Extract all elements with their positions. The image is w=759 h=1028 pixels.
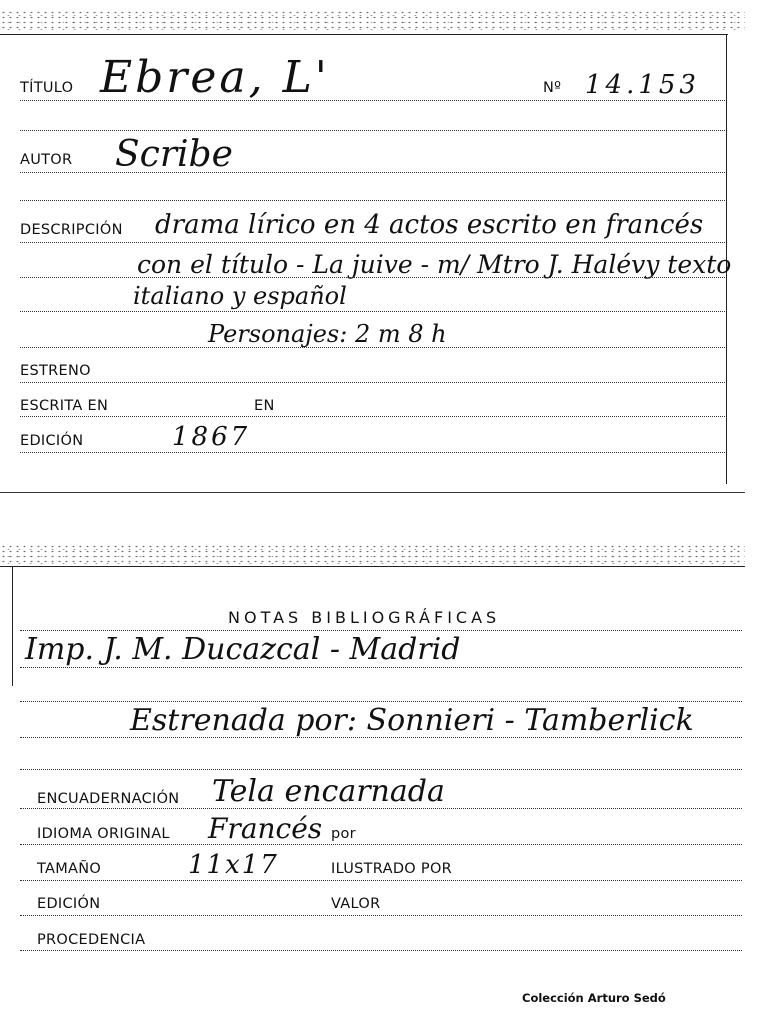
tamano-label: TAMAÑO (37, 861, 102, 877)
por-label: por (331, 826, 356, 842)
valor-label: VALOR (331, 896, 381, 912)
catalog-card-front (0, 0, 759, 500)
descripcion-rule-3 (20, 311, 725, 312)
notas-heading: NOTAS BIBLIOGRÁFICAS (228, 608, 501, 627)
encuadernacion-line (20, 808, 742, 809)
autor-line (20, 172, 725, 173)
edicion-value: 1867 (172, 422, 251, 452)
numero-value: 14.153 (585, 70, 700, 100)
note-rule-4 (20, 769, 742, 770)
descripcion-line-4: Personajes: 2 m 8 h (208, 320, 447, 348)
titulo-value: Ebrea, L' (100, 52, 330, 103)
encuadernacion-value: Tela encarnada (212, 774, 445, 809)
note-line-1: Imp. J. M. Ducazcal - Madrid (25, 632, 461, 667)
ilustrado-por-label: ILUSTRADO POR (331, 861, 453, 877)
card-top-border (0, 566, 745, 567)
idioma-line (20, 844, 742, 845)
note-rule-1 (20, 667, 742, 668)
autor-label: AUTOR (20, 152, 73, 168)
descripcion-line-2: con el título - La juive - m/ Mtro J. Halévy texto (137, 250, 732, 279)
descripcion-label: DESCRIPCIÓN (20, 222, 123, 238)
numero-label: Nº (543, 80, 562, 96)
idioma-original-label: IDIOMA ORIGINAL (37, 826, 170, 842)
heading-line (20, 630, 742, 631)
blank-line-1 (20, 130, 725, 131)
tamano-value: 11x17 (188, 850, 279, 880)
titulo-line (20, 100, 725, 101)
procedencia-label: PROCEDENCIA (37, 932, 146, 948)
escrita-en-line (20, 416, 725, 417)
card-top-edge-texture (0, 10, 745, 30)
escrita-en-label: ESCRITA EN (20, 398, 109, 414)
descripcion-rule-4 (20, 347, 725, 348)
card-left-border (12, 566, 13, 686)
catalog-card-back (0, 540, 759, 1028)
edicion-back-label: EDICIÓN (37, 896, 101, 912)
card-bottom-border (0, 492, 745, 493)
titulo-label: TÍTULO (20, 80, 74, 96)
descripcion-rule-1 (20, 242, 725, 243)
descripcion-rule-2 (20, 277, 725, 278)
encuadernacion-label: ENCUADERNACIÓN (37, 791, 180, 807)
descripcion-line-1: drama lírico en 4 actos escrito en francés (155, 210, 704, 240)
tamano-line (20, 880, 742, 881)
edicion-label: EDICIÓN (20, 433, 84, 449)
edicion-line (20, 452, 725, 453)
note-line-2: Estrenada por: Sonnieri - Tamberlick (130, 703, 694, 738)
descripcion-line-3: italiano y español (133, 282, 347, 310)
note-rule-2 (20, 701, 742, 702)
card-top-border (0, 34, 728, 35)
card-top-edge-texture (0, 544, 745, 564)
autor-value: Scribe (115, 134, 233, 175)
idioma-original-value: Francés (208, 812, 323, 845)
note-rule-3 (20, 737, 742, 738)
edicion-back-line (20, 915, 742, 916)
estreno-label: ESTRENO (20, 363, 91, 379)
blank-line-2 (20, 200, 725, 201)
en-label: EN (254, 398, 275, 414)
estreno-line (20, 382, 725, 383)
procedencia-line (20, 950, 742, 951)
collection-credit: Colección Arturo Sedó (522, 991, 666, 1005)
